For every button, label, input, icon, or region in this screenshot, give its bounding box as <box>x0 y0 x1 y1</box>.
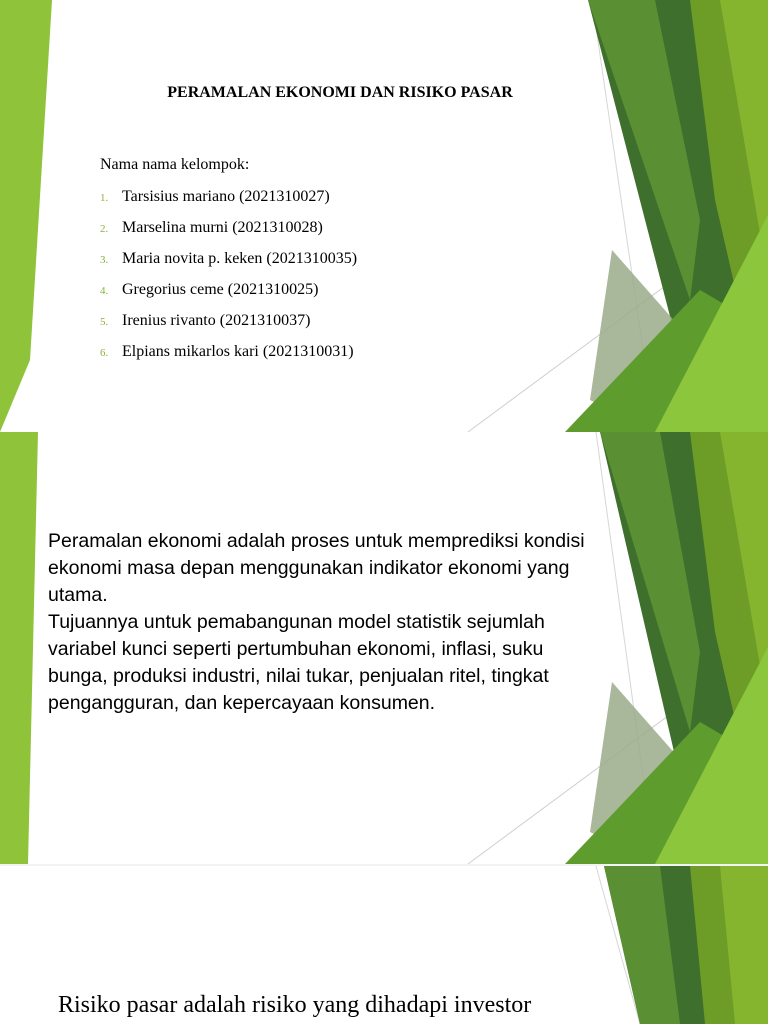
definition-paragraph <box>48 528 608 717</box>
slide-2 <box>0 432 768 864</box>
slide-text: Risiko pasar adalah risiko yang dihadapi investor <box>58 992 532 1018</box>
list-item: 1. Tarsisius mariano (2021310027) <box>100 188 330 205</box>
members-heading: Nama nama kelompok: <box>100 156 250 173</box>
list-item: 6. Elpians mikarlos kari (2021310031) <box>100 343 354 360</box>
paragraph-definition: Peramalan ekonomi adalah proses untuk memprediksi kondisi ekonomi masa depan menggunakan indikator ekonomi yang utama. <box>48 530 585 606</box>
list-item: 3. Maria novita p. keken (2021310035) <box>100 250 358 267</box>
list-item: 2. Marselina murni (2021310028) <box>100 219 323 236</box>
slide-title: PERAMALAN EKONOMI DAN RISIKO PASAR <box>167 84 513 101</box>
paragraph-purpose: Tujuannya untuk pemabangunan model statistik sejumlah variabel kunci seperti pertumbuhan ekonomi, inflasi, suku bunga, produksi industri, nilai tukar, penjualan ritel, tingkat pengangguran, dan kepercayaan konsumen. <box>48 611 549 714</box>
members-list <box>100 186 357 372</box>
list-item: 4. Gregorius ceme (2021310025) <box>100 281 319 298</box>
slide-3 <box>0 866 768 1024</box>
list-item: 5. Irenius rivanto (2021310037) <box>100 312 311 329</box>
slide-1 <box>0 0 768 432</box>
